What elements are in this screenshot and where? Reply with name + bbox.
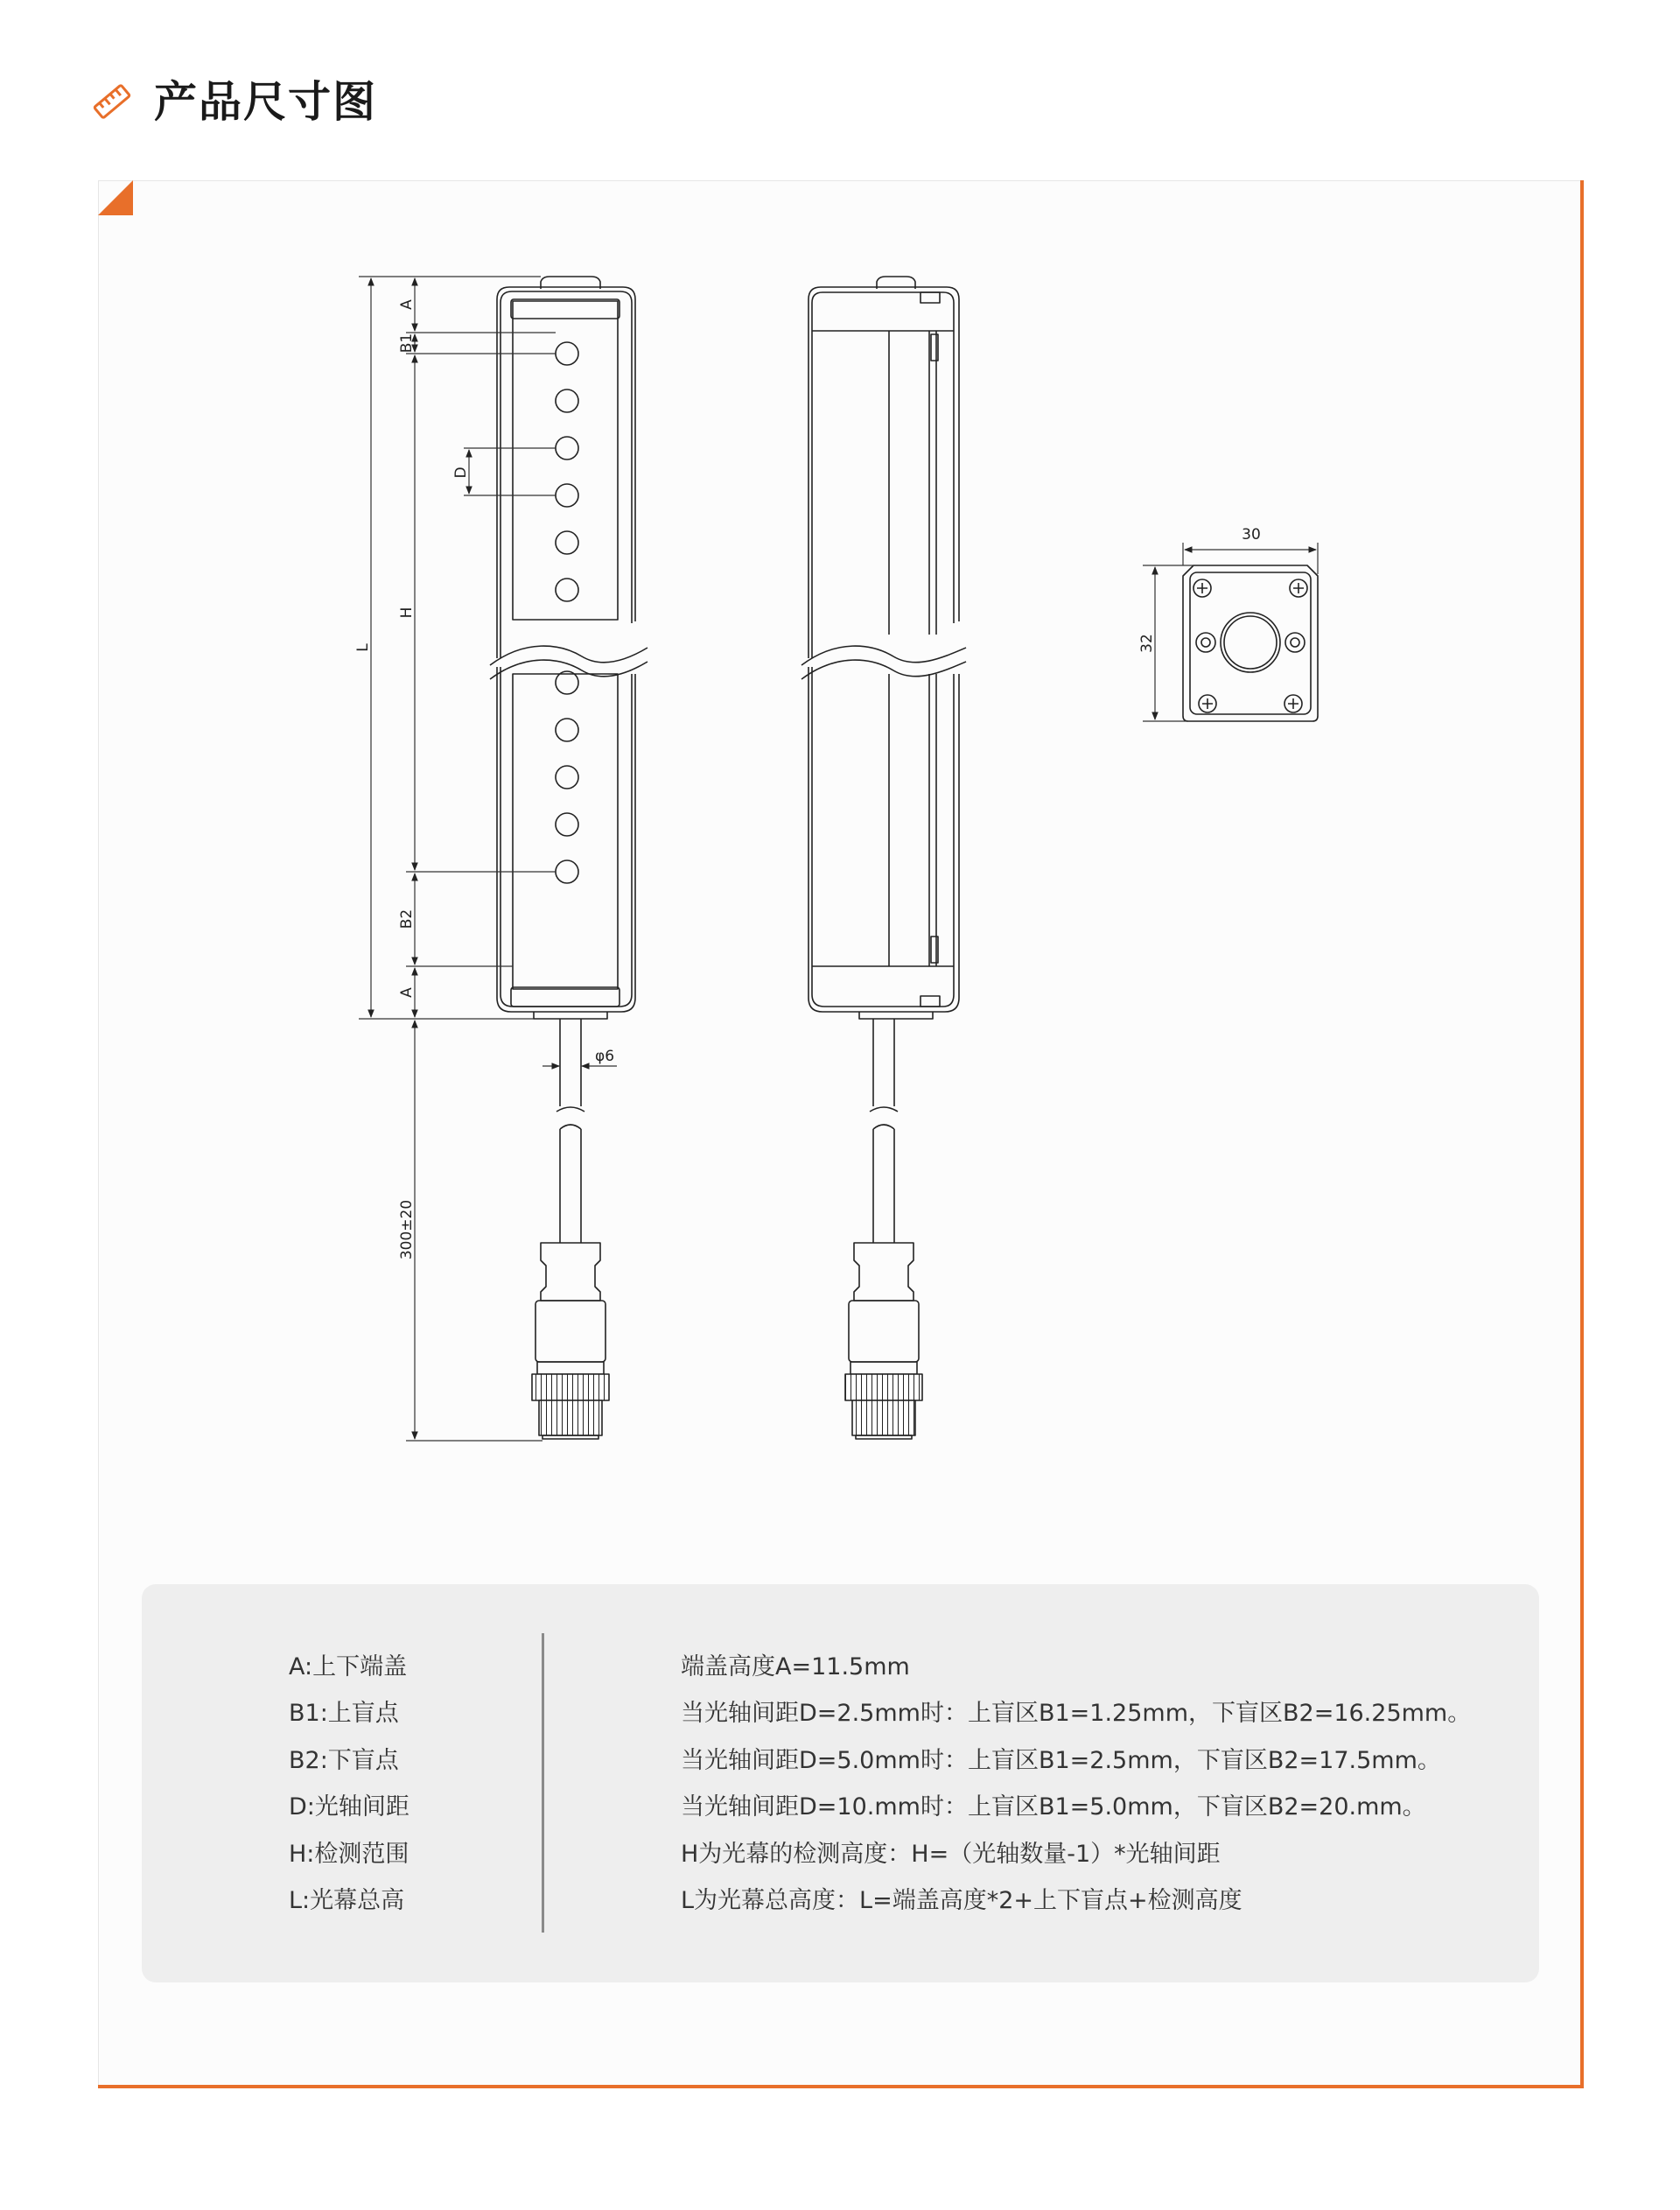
legend-term: B1:上盲点: [289, 1700, 399, 1728]
legend-description: L为光幕总高度：L=端盖高度*2+上下盲点+检测高度: [681, 1886, 1242, 1914]
legend-description: 当光轴间距D=5.0mm时：上盲区B1=2.5mm，下盲区B2=17.5mm。: [681, 1746, 1441, 1774]
dim-label-width: 30: [1242, 526, 1261, 544]
dim-label-b2: B2: [398, 909, 416, 930]
legend-divider: [542, 1633, 544, 1933]
page-title: 产品尺寸图: [154, 77, 378, 127]
dim-label-b1: B1: [398, 333, 416, 354]
side-view: [802, 277, 966, 1439]
dim-label-cable-diameter: φ6: [595, 1048, 615, 1065]
dim-label-cable-length: 300±20: [398, 1199, 416, 1260]
end-view: [1183, 565, 1318, 721]
legend-term: H:检测范围: [289, 1840, 410, 1868]
dim-label-depth: 32: [1138, 634, 1156, 653]
dim-label-a-bottom: A: [398, 987, 416, 998]
front-view: [490, 277, 648, 1439]
dim-label-l: L: [354, 643, 372, 652]
legend-term: B2:下盲点: [289, 1746, 399, 1774]
dim-label-d: D: [452, 467, 470, 479]
dim-label-a-top: A: [398, 299, 416, 310]
legend-term: A:上下端盖: [289, 1653, 408, 1680]
legend-description: 当光轴间距D=2.5mm时：上盲区B1=1.25mm，下盲区B2=16.25mm。: [681, 1700, 1472, 1728]
legend-description: H为光幕的检测高度：H=（光轴数量-1）*光轴间距: [681, 1840, 1221, 1868]
dim-label-h: H: [398, 607, 416, 619]
legend-descriptions: [681, 1644, 1471, 1924]
legend-term: L:光幕总高: [289, 1886, 405, 1914]
legend-terms: [289, 1644, 410, 1924]
legend-description: 当光轴间距D=10.mm时：上盲区B1=5.0mm，下盲区B2=20.mm。: [681, 1793, 1426, 1821]
legend-term: D:光轴间距: [289, 1793, 410, 1821]
legend-description: 端盖高度A=11.5mm: [681, 1653, 910, 1680]
